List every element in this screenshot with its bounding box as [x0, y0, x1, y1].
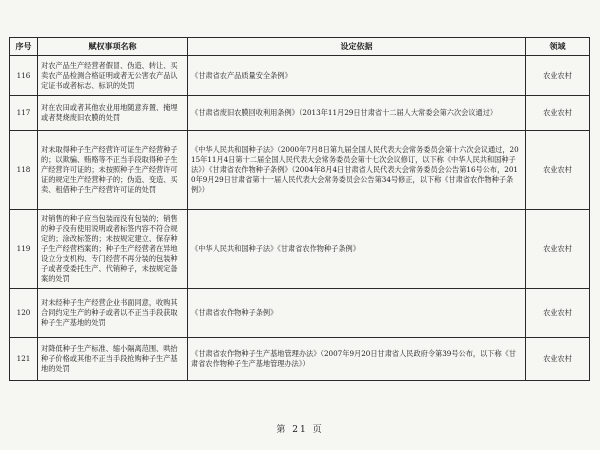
- table-row: [10, 210, 590, 289]
- page-number: 第 21 页: [276, 425, 324, 435]
- row-field: 农业农村: [526, 338, 590, 381]
- table-row: [10, 289, 590, 338]
- row-num: 117: [10, 96, 38, 131]
- row-item: 对未取得种子生产经营许可证生产经营种子的；以欺骗、贿赂等不正当手段取得种子生产经营许可证的；未按照种子生产经营许可证的规定生产经营种子的；伪造、变造、买卖、租借种子生产经营许可证的处罚: [38, 131, 188, 210]
- row-field: 农业农村: [526, 131, 590, 210]
- row-field: 农业农村: [526, 96, 590, 131]
- header-item: 赋权事项名称: [38, 38, 188, 56]
- table-row: [10, 131, 590, 210]
- header-field: 领域: [526, 38, 590, 56]
- row-basis: 《中华人民共和国种子法》《甘肃省农作物种子条例》: [188, 210, 526, 289]
- row-basis: 《甘肃省废旧农膜回收利用条例》（2013年11月29日甘肃省十二届人大常委会第六次会议通过）: [188, 96, 526, 131]
- row-num: 118: [10, 131, 38, 210]
- row-item: 对销售的种子应当包装而没有包装的；销售的种子没有使用说明或者标签内容不符合规定的；涂改标签的；未按规定建立、保存种子生产经营档案的；种子生产经营者在异地设立分支机构、专门经营不再分装的包装种子或者受委托生产、代销种子，未按规定备案的处罚: [38, 210, 188, 289]
- row-item: 对未经种子生产经营企业书面同意，收购其合同约定生产的种子或者以不正当手段获取种子生产基地的处罚: [38, 289, 188, 338]
- row-field: 农业农村: [526, 56, 590, 96]
- table-header-row: [10, 38, 590, 56]
- row-item: 对降低种子生产标准、缩小隔离范围、哄抬种子价格或其他不正当手段抢购种子生产基地的处罚: [38, 338, 188, 381]
- row-item: 对农产品生产经营者假冒、伪造、转让、买卖农产品检测合格证明或者无公害农产品认定证书或者标志、标识的处罚: [38, 56, 188, 96]
- authority-table: [9, 37, 590, 381]
- row-num: 116: [10, 56, 38, 96]
- table-row: [10, 56, 590, 96]
- row-num: 121: [10, 338, 38, 381]
- header-basis: 设定依据: [188, 38, 526, 56]
- table-row: [10, 338, 590, 381]
- row-num: 120: [10, 289, 38, 338]
- row-basis: 《甘肃省农作物种子生产基地管理办法》（2007年9月20日甘肃省人民政府令第39号公布，以下称《甘肃省农作物种子生产基地管理办法》）: [188, 338, 526, 381]
- row-field: 农业农村: [526, 289, 590, 338]
- row-basis: 《甘肃省农产品质量安全条例》: [188, 56, 526, 96]
- table-row: [10, 96, 590, 131]
- row-basis: 《中华人民共和国种子法》（2000年7月8日第九届全国人民代表大会常务委员会第十六次会议通过，2015年11月4日第十二届全国人民代表大会常务委员会第十七次会议修订，以下称《中华人民共和国种子法》）《甘肃省农作物种子条例》（2004年8月4日甘肃省人民代表大会常务委员会公告第16号公布，2010年9月29日甘肃省第十一届人民代表大会常务委员会公告第34号修正，以下称《甘肃省农作物种子条例》）: [188, 131, 526, 210]
- row-field: 农业农村: [526, 210, 590, 289]
- row-basis: 《甘肃省农作物种子条例》: [188, 289, 526, 338]
- header-num: 序号: [10, 38, 38, 56]
- row-item: 对在农田或者其他农业用地随意弃置、掩埋或者焚烧废旧农膜的处罚: [38, 96, 188, 131]
- row-num: 119: [10, 210, 38, 289]
